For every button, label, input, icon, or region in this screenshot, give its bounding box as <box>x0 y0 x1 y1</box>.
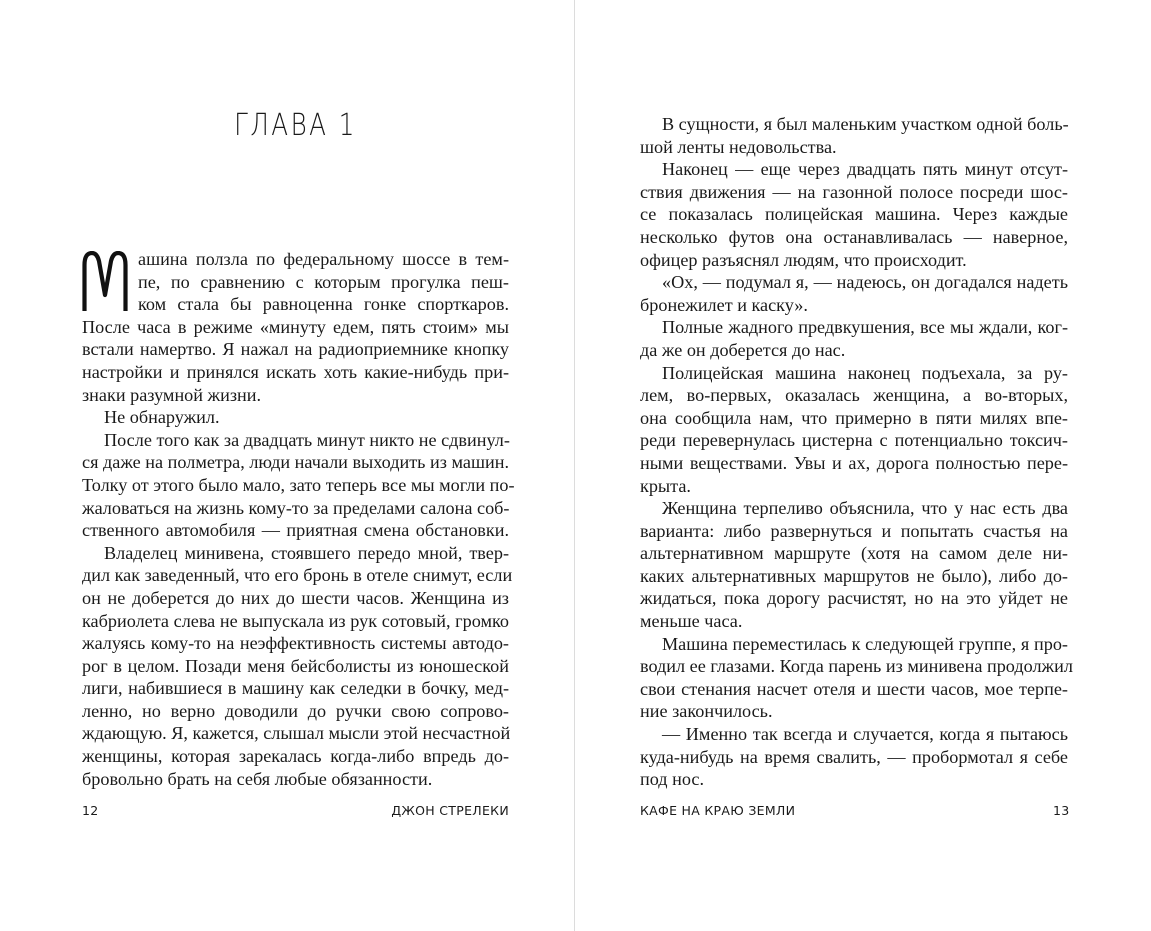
text-line: он не доберется до них до шести часов. Женщина из <box>82 587 509 608</box>
text-line: бровольно брать на себя любые обязанности. <box>82 768 433 789</box>
text-line: В сущности, я был маленьким участком одной боль- <box>662 114 1069 134</box>
page-number: 12 <box>82 803 99 818</box>
text-line: женщины, которая зарекалась когда-либо впредь до- <box>82 746 509 767</box>
paragraph <box>82 406 509 429</box>
paragraph <box>640 633 1073 723</box>
text-line: бронежилет и каску». <box>640 294 808 315</box>
text-line: После часа в режиме «минуту едем, пять стоим» мы <box>82 316 509 337</box>
running-head-author: ДЖОН СТРЕЛЕКИ <box>391 803 509 818</box>
left-page-body <box>82 248 515 790</box>
text-line: рог в целом. Позади меня бейсболисты из юношеской <box>82 655 509 676</box>
text-line: водил ее глазами. Когда парень из минивена продолжил <box>640 656 1073 677</box>
chapter-title: ГЛАВА 1 <box>234 108 357 143</box>
text-line: ленно, но верно доводили до ручки свою сопрово- <box>82 700 509 721</box>
paragraph <box>82 429 515 542</box>
text-line: се показалась полицейская машина. Через каждые <box>640 204 1068 225</box>
paragraph <box>640 497 1068 633</box>
paragraph <box>640 316 1068 361</box>
text-line: она сообщила нам, что примерно в пяти милях впе- <box>640 407 1068 428</box>
text-line: меньше часа. <box>640 611 743 632</box>
text-line: ствия движения — на газонной полосе посреди шос- <box>640 181 1068 202</box>
paragraph <box>640 362 1068 498</box>
text-line: жалуясь кому-то на неэффективность системы автодо- <box>82 633 509 654</box>
paragraph <box>82 248 509 406</box>
text-line: офицер разъяснял людям, что происходит. <box>640 249 967 270</box>
text-line: жидаться, пока дорогу расчистят, но на это уйдет не <box>640 588 1068 609</box>
text-line: знаки разумной жизни. <box>82 384 262 405</box>
text-line: ственного автомобиля — приятная смена обстановки. <box>82 520 509 541</box>
paragraph <box>640 271 1068 316</box>
text-line: После того как за двадцать минут никто не сдвинул- <box>104 429 510 450</box>
text-line: жаловаться на жизнь кому-то за пределами салона соб- <box>82 497 510 518</box>
paragraph <box>82 542 513 791</box>
text-line: кабриолета слева не выпускала из рук сотовый, громко <box>82 610 509 631</box>
text-line: куда-нибудь на время свалить, — пробормотал я себе <box>640 746 1068 767</box>
text-line: Владелец минивена, стоявшего передо мной, твер- <box>104 542 509 563</box>
running-head-title: КАФЕ НА КРАЮ ЗЕМЛИ <box>640 803 796 818</box>
text-line: Толку от этого было мало, зато теперь все мы могли по- <box>82 474 515 495</box>
text-line: крыта. <box>640 475 691 496</box>
text-line: Полные жадного предвкушения, все мы ждали, ког- <box>662 317 1068 338</box>
text-line: альтернативном маршруте (хотя на самом деле ни- <box>640 543 1068 564</box>
text-line: пе, по сравнению с которым прогулка пеш- <box>138 271 509 292</box>
text-line: под нос. <box>640 769 705 790</box>
left-page <box>0 0 574 931</box>
text-line: несколько футов она останавливалась — наверное, <box>640 226 1068 247</box>
drop-cap <box>82 251 128 315</box>
text-line: Полицейская машина наконец подъехала, за ру- <box>662 362 1068 383</box>
text-line: ными веществами. Увы и ах, дорога полностью пере- <box>640 452 1068 473</box>
right-page-body <box>640 113 1073 791</box>
text-line: шой ленты недовольства. <box>640 136 837 157</box>
text-line: ждающую. Я, кажется, слышал мысли этой несчастной <box>82 723 511 744</box>
text-line: свои стенания насчет отеля и шести часов, мое терпе- <box>640 678 1068 699</box>
text-line: ся даже на полметра, люди начали выходить из машин. <box>82 452 509 473</box>
text-line: дил как заведенный, что его бронь в отеле снимут, если <box>82 565 513 586</box>
text-line: лем, во-первых, оказалась женщина, а во-вторых, <box>640 385 1068 406</box>
text-line: «Ох, — подумал я, — надеюсь, он догадался надеть <box>662 272 1068 293</box>
paragraph <box>640 723 1068 791</box>
text-line: лиги, набившиеся в машину как селедки в бочку, мед- <box>82 678 509 699</box>
paragraph <box>640 113 1068 158</box>
drop-cap-letter-m <box>82 251 128 313</box>
text-line: ашина ползла по федеральному шоссе в тем- <box>138 249 509 269</box>
page-number: 13 <box>1053 803 1070 818</box>
text-line: каких альтернативных маршрутов не было), либо до- <box>640 565 1068 586</box>
text-line: встали намертво. Я нажал на радиоприемнике кнопку <box>82 339 509 360</box>
text-line: настройки и принялся искать хоть какие-нибудь при- <box>82 361 509 382</box>
text-line: ние закончилось. <box>640 701 773 722</box>
text-line: Женщина терпеливо объяснила, что у нас есть два <box>662 498 1068 519</box>
text-line: Наконец — еще через двадцать пять минут отсут- <box>662 159 1068 180</box>
text-line: — Именно так всегда и случается, когда я пытаюсь <box>662 724 1068 745</box>
text-line: да же он доберется до нас. <box>640 339 846 360</box>
text-line: Машина переместилась к следующей группе, я про- <box>662 633 1068 654</box>
right-page <box>575 0 1151 931</box>
text-line: реди перевернулась цистерна с потенциально токсич- <box>640 430 1068 451</box>
paragraph <box>640 158 1068 271</box>
text-line: ком стала бы равноценна гонке спорткаров. <box>138 294 509 315</box>
text-line: варианта: либо развернуться и попытать счастья на <box>640 520 1068 541</box>
text-line: Не обнаружил. <box>104 407 220 428</box>
